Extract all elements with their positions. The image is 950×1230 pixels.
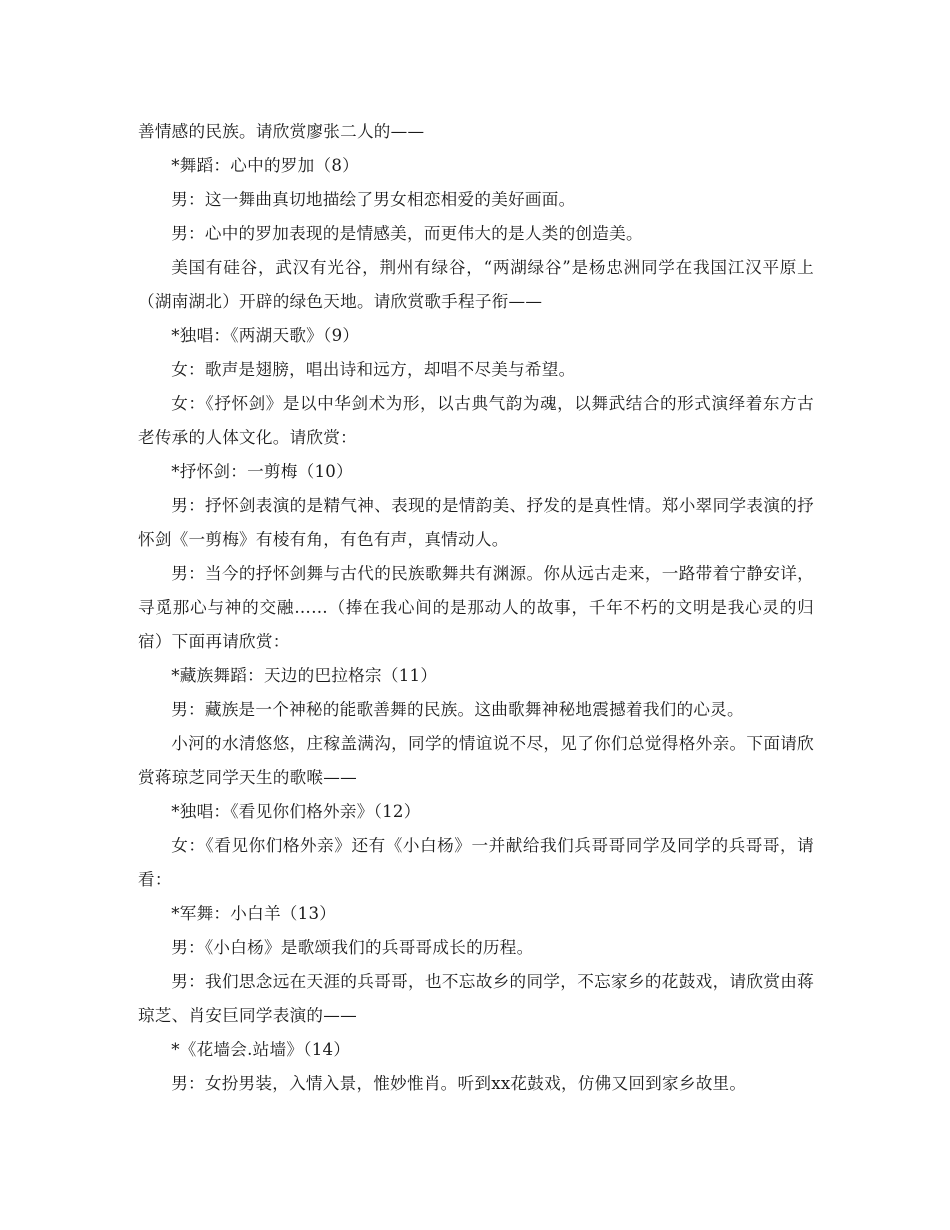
document-body <box>138 115 814 1101</box>
paragraph: 男：这一舞曲真切地描绘了男女相恋相爱的美好画面。 <box>171 190 576 209</box>
paragraph: *《花墙会.站墙》（14） <box>171 1040 351 1059</box>
paragraph: 男：女扮男装，入情入景，惟妙惟肖。听到xx花鼓戏，仿佛又回到家乡故里。 <box>171 1074 747 1093</box>
paragraph: 男：《小白杨》是歌颂我们的兵哥哥成长的历程。 <box>171 938 534 957</box>
paragraph: 女：《抒怀剑》是以中华剑术为形，以古典气韵为魂，以舞武结合的形式演绎着东方古老传承的人体文化。请欣赏： <box>138 394 814 447</box>
paragraph: 男：藏族是一个神秘的能歌善舞的民族。这曲歌舞神秘地震撼着我们的心灵。 <box>171 700 744 719</box>
paragraph: 女：歌声是翅膀，唱出诗和远方，却唱不尽美与希望。 <box>171 360 576 379</box>
paragraph: 女：《看见你们格外亲》还有《小白杨》一并献给我们兵哥哥同学及同学的兵哥哥，请看： <box>138 836 814 889</box>
paragraph: 男：我们思念远在天涯的兵哥哥，也不忘故乡的同学，不忘家乡的花鼓戏，请欣赏由蒋琼芝、肖安巨同学表演的—— <box>138 972 814 1025</box>
paragraph: *独唱：《看见你们格外亲》（12） <box>171 802 421 821</box>
paragraph: *抒怀剑：一剪梅（10） <box>171 462 353 481</box>
paragraph: 美国有硅谷，武汉有光谷，荆州有绿谷，“两湖绿谷”是杨忠洲同学在我国江汉平原上（湖南湖北）开辟的绿色天地。请欣赏歌手程子衔—— <box>138 258 814 311</box>
paragraph: *军舞：小白羊（13） <box>171 904 337 923</box>
paragraph: 小河的水清悠悠，庄稼盖满沟，同学的情谊说不尽，见了你们总觉得格外亲。下面请欣赏蒋琼芝同学天生的歌喉—— <box>138 734 814 787</box>
paragraph: *舞蹈：心中的罗加（8） <box>171 156 359 175</box>
paragraph: *藏族舞蹈：天边的巴拉格宗（11） <box>171 666 438 685</box>
paragraph: 善情感的民族。请欣赏廖张二人的—— <box>138 122 425 141</box>
paragraph: 男：抒怀剑表演的是精气神、表现的是情韵美、抒发的是真性情。郑小翠同学表演的抒怀剑《一剪梅》有棱有角，有色有声，真情动人。 <box>138 496 814 549</box>
paragraph: *独唱：《两湖天歌》（9） <box>171 326 360 345</box>
paragraph: 男：当今的抒怀剑舞与古代的民族歌舞共有渊源。你从远古走来，一路带着宁静安详，寻觅那心与神的交融……（捧在我心间的是那动人的故事，千年不朽的文明是我心灵的归宿）下面再请欣赏： <box>138 564 814 651</box>
paragraph: 男：心中的罗加表现的是情感美，而更伟大的是人类的创造美。 <box>171 224 643 243</box>
